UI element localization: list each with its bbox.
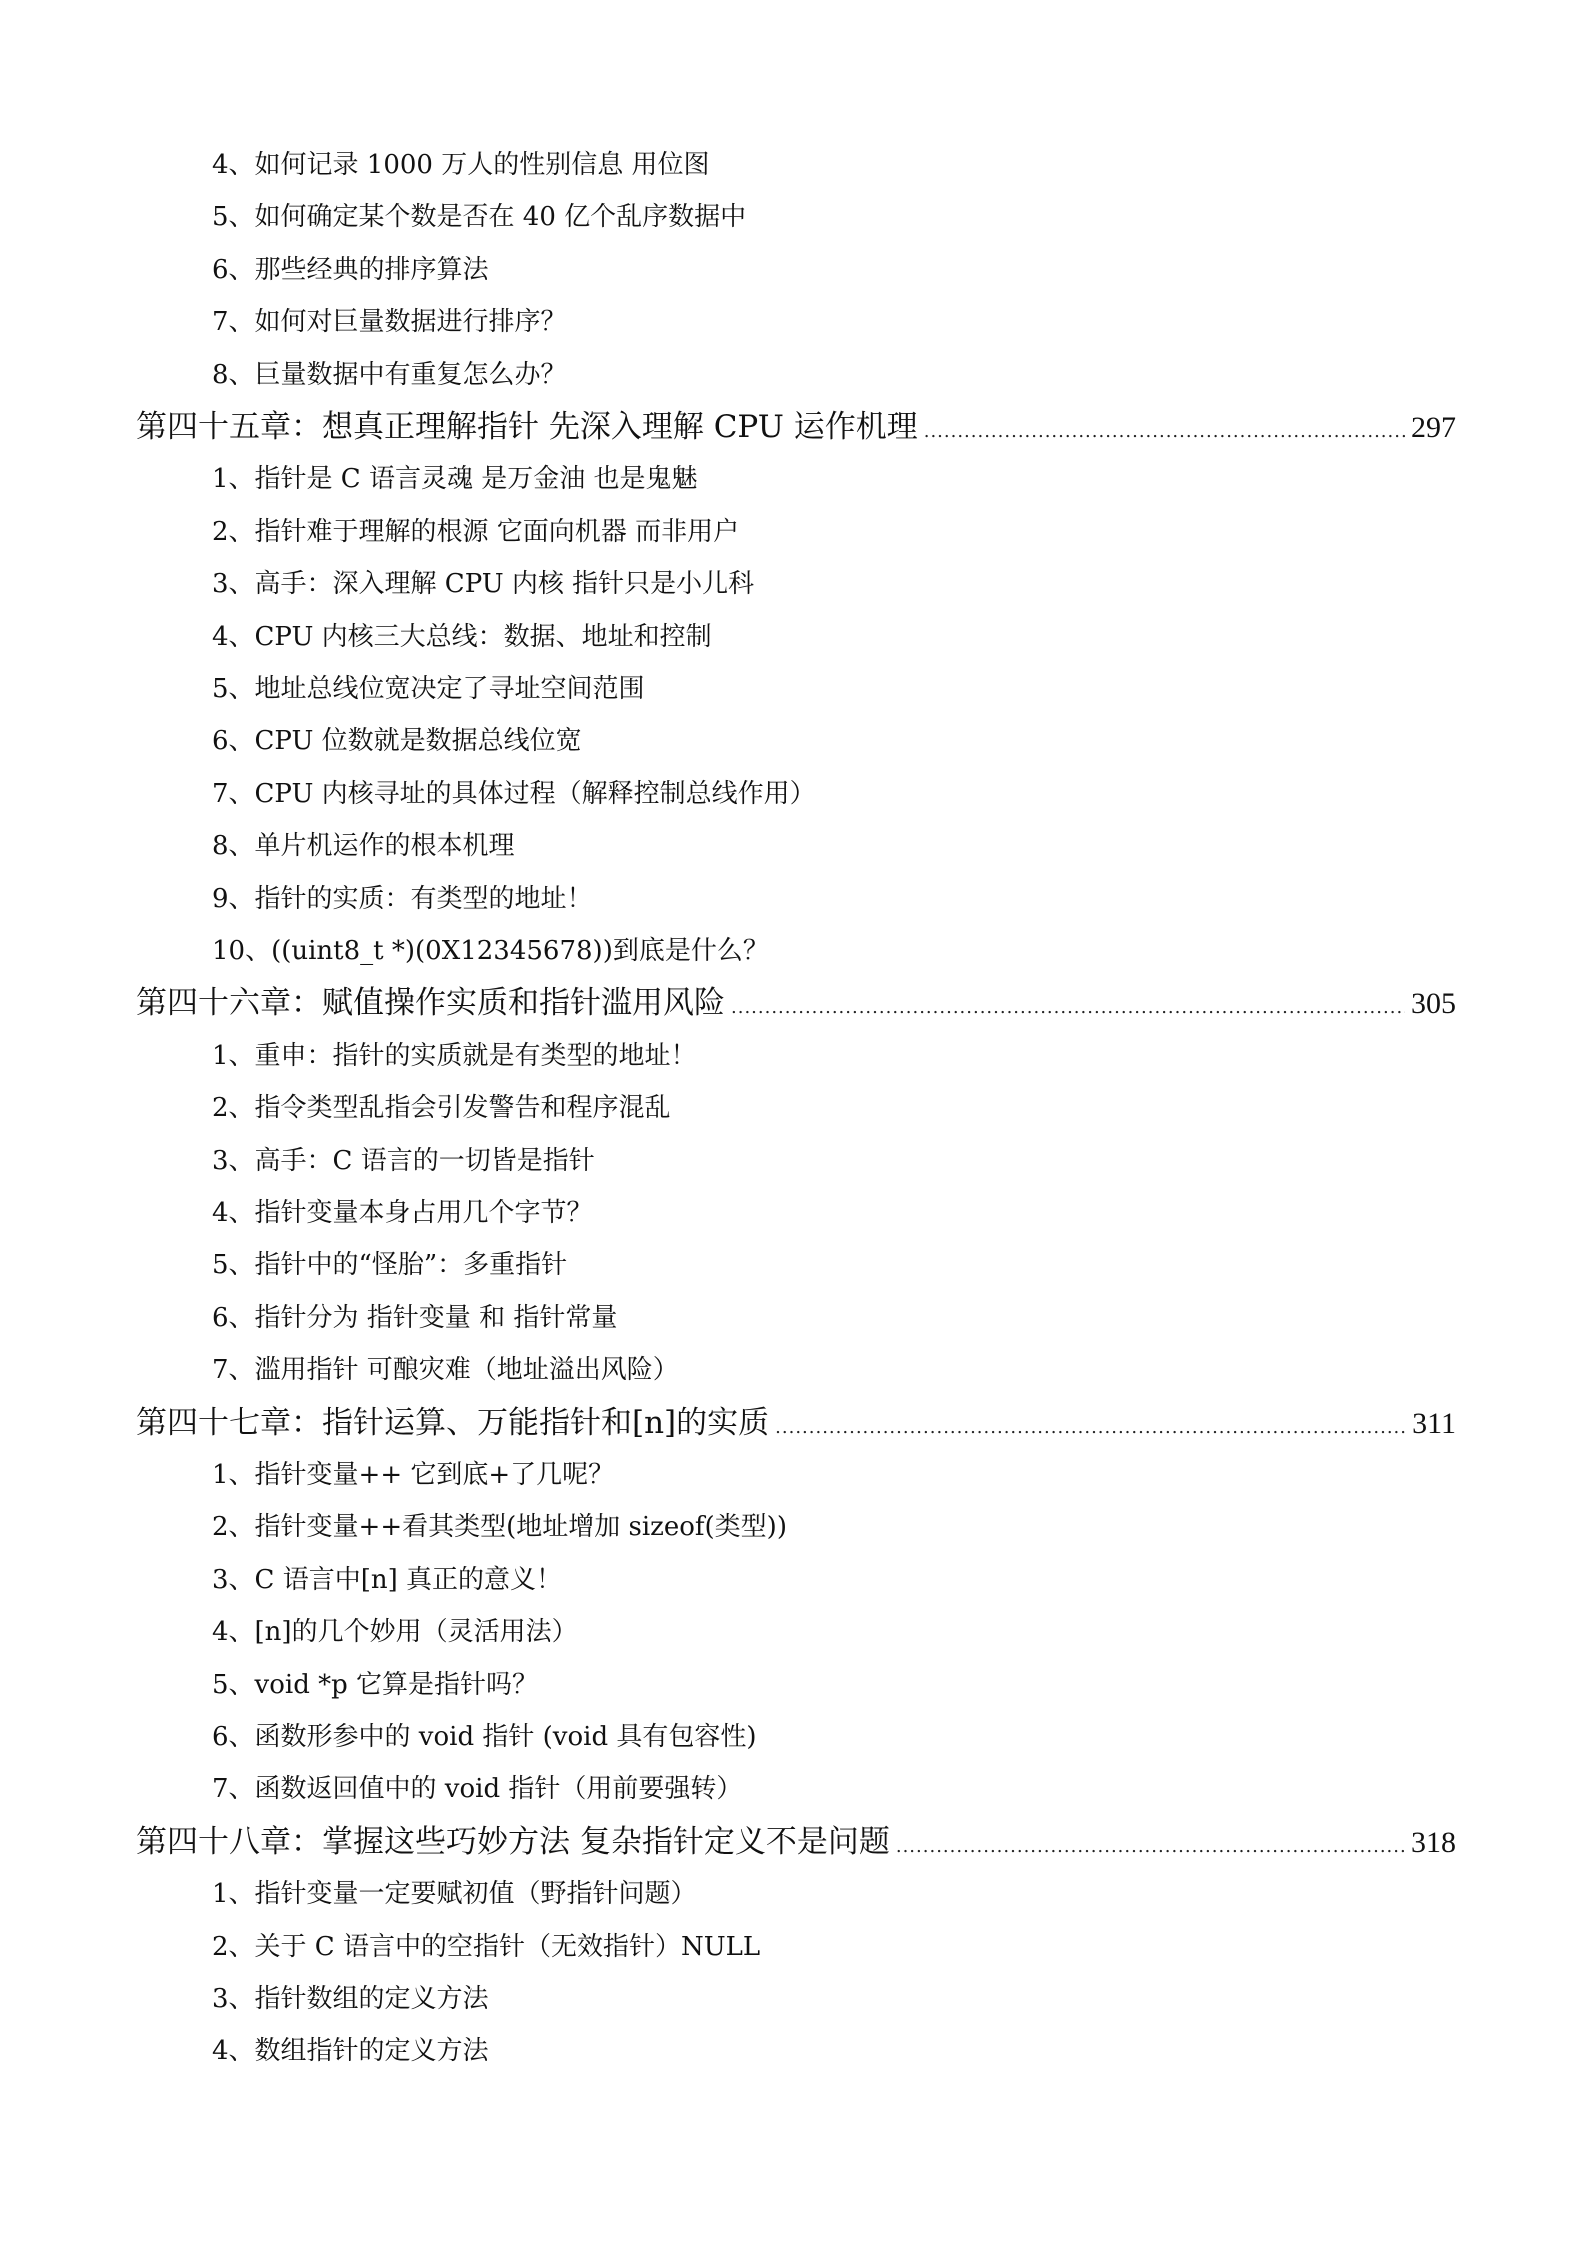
toc-section-entry[interactable]: 4、CPU 内核三大总线：数据、地址和控制 — [212, 622, 712, 652]
chapter-title: 第四十五章：想真正理解指针 先深入理解 CPU 运作机理 — [136, 409, 918, 445]
toc-section-entry[interactable]: 5、地址总线位宽决定了寻址空间范围 — [212, 674, 645, 704]
toc-section-entry[interactable]: 7、CPU 内核寻址的具体过程（解释控制总线作用） — [212, 779, 816, 809]
page-number: 318 — [1411, 1826, 1456, 1859]
toc-section-entry[interactable]: 1、指针变量++ 它到底+了几呢？ — [212, 1460, 615, 1490]
toc-section-entry[interactable]: 8、单片机运作的根本机理 — [212, 831, 515, 861]
dot-leader — [896, 1827, 1405, 1867]
toc-section-entry[interactable]: 4、指针变量本身占用几个字节？ — [212, 1198, 593, 1228]
toc-chapter-entry[interactable] — [136, 983, 1456, 1028]
toc-section-entry[interactable]: 2、指针难于理解的根源 它面向机器 而非用户 — [212, 517, 740, 547]
page-number: 305 — [1411, 987, 1456, 1020]
toc-section-entry[interactable]: 1、重申：指针的实质就是有类型的地址！ — [212, 1041, 697, 1071]
toc-section-entry[interactable]: 3、高手：深入理解 CPU 内核 指针只是小儿科 — [212, 569, 755, 599]
dot-leader — [924, 412, 1405, 452]
page-number: 311 — [1412, 1407, 1456, 1440]
toc-section-entry[interactable]: 2、指针变量++看其类型(地址增加 sizeof(类型)) — [212, 1512, 787, 1542]
toc-section-entry[interactable]: 4、如何记录 1000 万人的性别信息 用位图 — [212, 150, 710, 180]
chapter-title: 第四十六章：赋值操作实质和指针滥用风险 — [136, 985, 725, 1021]
toc-section-entry[interactable]: 5、void *p 它算是指针吗？ — [212, 1670, 539, 1700]
toc-section-entry[interactable]: 5、如何确定某个数是否在 40 亿个乱序数据中 — [212, 202, 747, 232]
toc-section-entry[interactable]: 6、CPU 位数就是数据总线位宽 — [212, 726, 582, 756]
toc-section-entry[interactable]: 9、指针的实质：有类型的地址！ — [212, 884, 593, 914]
toc-section-entry[interactable]: 2、指令类型乱指会引发警告和程序混乱 — [212, 1093, 671, 1123]
toc-section-entry[interactable]: 3、C 语言中[n] 真正的意义！ — [212, 1565, 562, 1595]
dot-leader — [775, 1408, 1406, 1448]
toc-section-entry[interactable]: 3、指针数组的定义方法 — [212, 1984, 489, 2014]
toc-section-entry[interactable]: 6、那些经典的排序算法 — [212, 255, 489, 285]
toc-section-entry[interactable]: 4、数组指针的定义方法 — [212, 2036, 489, 2066]
chapter-title: 第四十八章：掌握这些巧妙方法 复杂指针定义不是问题 — [136, 1824, 890, 1860]
toc-section-entry[interactable]: 8、巨量数据中有重复怎么办？ — [212, 360, 567, 390]
toc-section-entry[interactable]: 6、函数形参中的 void 指针 (void 具有包容性) — [212, 1722, 757, 1752]
toc-section-entry[interactable]: 1、指针变量一定要赋初值（野指针问题） — [212, 1879, 697, 1909]
toc-chapter-entry[interactable] — [136, 1822, 1456, 1867]
toc-section-entry[interactable]: 3、高手：C 语言的一切皆是指针 — [212, 1146, 595, 1176]
toc-section-entry[interactable]: 7、如何对巨量数据进行排序？ — [212, 307, 567, 337]
toc-section-entry[interactable]: 5、指针中的“怪胎”：多重指针 — [212, 1250, 568, 1280]
toc-section-entry[interactable]: 2、关于 C 语言中的空指针（无效指针）NULL — [212, 1932, 761, 1962]
chapter-title: 第四十七章：指针运算、万能指针和[n]的实质 — [136, 1405, 770, 1441]
toc-section-entry[interactable]: 10、((uint8_t *)(0X12345678))到底是什么？ — [212, 936, 769, 966]
page-number: 297 — [1411, 411, 1456, 444]
toc-section-entry[interactable]: 7、函数返回值中的 void 指针（用前要强转） — [212, 1774, 743, 1804]
dot-leader — [731, 988, 1405, 1028]
toc-section-entry[interactable]: 1、指针是 C 语言灵魂 是万金油 也是鬼魅 — [212, 464, 698, 494]
toc-section-entry[interactable]: 7、滥用指针 可酿灾难（地址溢出风险） — [212, 1355, 679, 1385]
toc-chapter-entry[interactable] — [136, 1403, 1456, 1448]
toc-chapter-entry[interactable] — [136, 407, 1456, 452]
toc-section-entry[interactable]: 6、指针分为 指针变量 和 指针常量 — [212, 1303, 618, 1333]
toc-section-entry[interactable]: 4、[n]的几个妙用（灵活用法） — [212, 1617, 578, 1647]
